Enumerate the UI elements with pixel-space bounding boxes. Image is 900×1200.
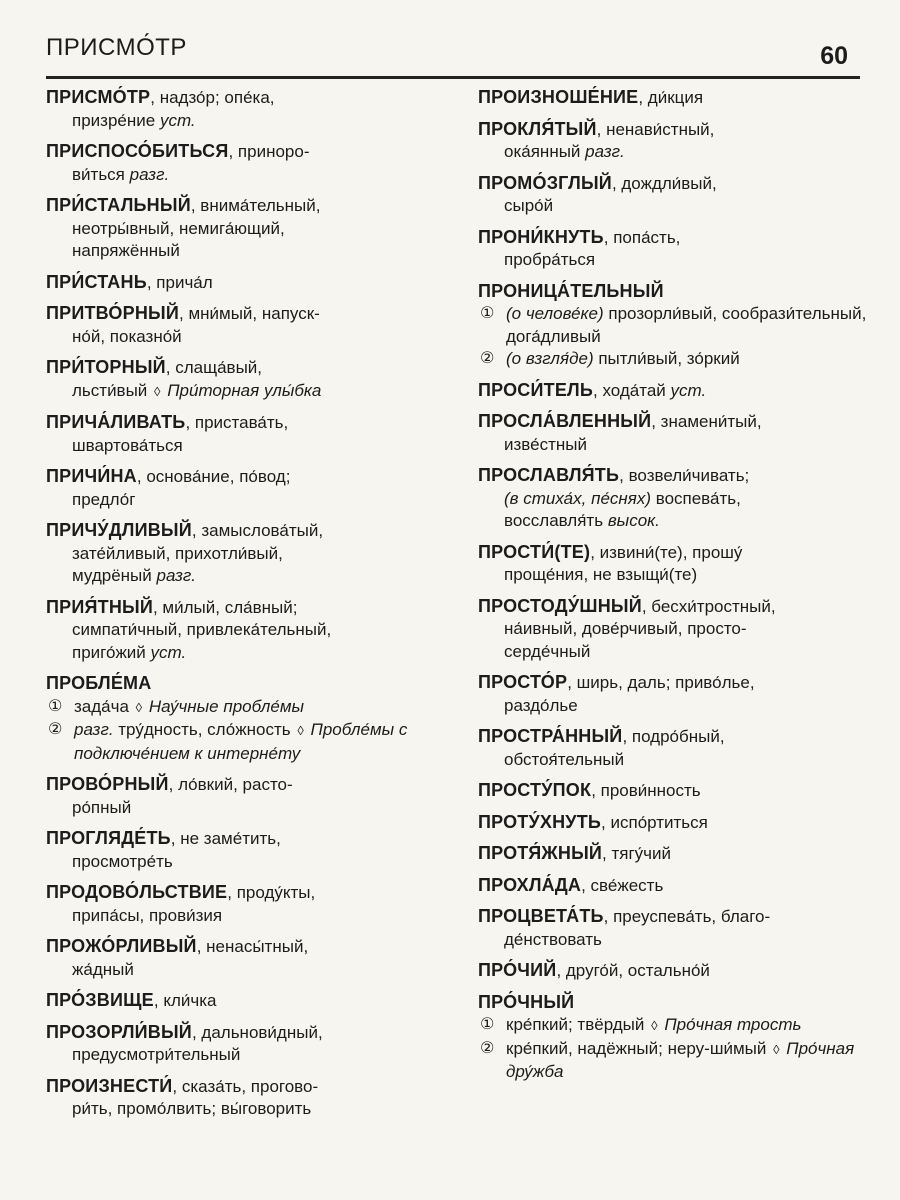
synonyms-cont2: приго́жий — [72, 642, 146, 662]
synonyms-cont: швартова́ться — [72, 435, 183, 455]
synonyms: , не заме́тить, — [170, 829, 281, 848]
headword: ПРИ́ТОРНЫЙ — [46, 357, 166, 377]
headword: ПРИСПОСО́БИТЬСЯ — [46, 141, 229, 161]
sense-1 — [478, 1014, 870, 1038]
headword: ПРОДОВО́ЛЬСТВИЕ — [46, 882, 228, 902]
synonyms-cont: пробра́ться — [504, 250, 596, 269]
synonyms-cont2: восславля́ть — [504, 511, 604, 530]
dictionary-entry — [478, 779, 870, 803]
dictionary-entry — [46, 881, 438, 927]
synonyms-cont: ока́янный — [504, 142, 581, 161]
usage-note: уст. — [159, 110, 196, 130]
dictionary-entry — [478, 86, 870, 110]
synonyms-cont: льсти́вый — [72, 380, 148, 400]
synonyms-cont: неотры́вный, немига́ющий, — [72, 218, 285, 238]
sense-number: ① — [480, 305, 495, 322]
headword: ПРОНИ́КНУТЬ — [478, 226, 604, 247]
headword: ПРИЯ́ТНЫЙ — [46, 596, 153, 617]
left-column — [46, 86, 438, 1129]
dictionary-entry — [46, 1021, 438, 1067]
sense-text: тру́дность, сло́жность — [113, 720, 291, 739]
dictionary-entry — [478, 811, 870, 835]
synonyms: , извини́(те), прошу́ — [590, 542, 743, 562]
usage-note: (о взгля́де) — [506, 349, 594, 368]
synonyms-cont: раздо́лье — [504, 695, 578, 715]
usage-note: разг. — [129, 164, 170, 184]
page-header — [46, 22, 860, 78]
headword: ПРИЧУ́ДЛИВЫЙ — [46, 520, 192, 540]
dictionary-entry — [478, 280, 870, 371]
dictionary-entry — [478, 991, 870, 1084]
synonyms: , замыслова́тый, — [191, 521, 324, 540]
synonyms-cont: жа́дный — [72, 959, 134, 979]
synonyms-cont: обстоя́тельный — [504, 749, 625, 769]
diamond-icon: ◊ — [135, 699, 143, 715]
dictionary-entry — [46, 519, 438, 588]
synonyms-cont: симпати́чный, привлека́тельный, — [72, 620, 332, 639]
synonyms: , внима́тельный, — [190, 196, 321, 215]
dictionary-entry — [478, 905, 870, 951]
headword: ПРОСТУ́ПОК — [478, 780, 592, 800]
synonyms-cont: предло́г — [72, 489, 136, 509]
sense-1 — [46, 696, 438, 720]
headword: ПРОИЗНЕСТИ́ — [46, 1075, 173, 1096]
usage-example: При́торная улы́бка — [167, 380, 322, 400]
headword: ПРОГЛЯДЕ́ТЬ — [46, 828, 171, 848]
synonyms: , слаща́вый, — [165, 358, 263, 377]
synonyms: , кли́чка — [153, 991, 217, 1010]
synonyms: , подро́бный, — [622, 727, 725, 746]
dictionary-entry — [478, 410, 870, 456]
synonyms: , ширь, даль; приво́лье, — [567, 673, 755, 692]
usage-example: Пробле́мы с подключе́нием к интерне́ту — [74, 720, 408, 763]
synonyms-cont: припа́сы, прови́зия — [72, 905, 223, 925]
dictionary-entry — [478, 842, 870, 866]
sense-text: прозорли́вый, сообрази́тельный, дога́дливый — [506, 304, 867, 346]
synonyms: , ми́лый, сла́вный; — [152, 597, 298, 617]
headword: ПРИЧИ́НА — [46, 466, 137, 486]
sense-2 — [478, 348, 870, 371]
synonyms: , друго́й, остально́й — [556, 961, 710, 980]
headword: ПРИ́СТАЛЬНЫЙ — [46, 195, 191, 215]
headword: ПРО́ЗВИЩЕ — [46, 990, 154, 1010]
synonyms-cont: ри́ть, промо́лвить; вы́говорить — [72, 1099, 312, 1118]
header-rule — [46, 76, 860, 79]
sense-text: кре́пкий; твёрдый — [506, 1015, 645, 1034]
synonyms-cont: предусмотри́тельный — [72, 1045, 241, 1064]
dictionary-entry — [46, 989, 438, 1013]
headword: ПРИСМО́ТР — [46, 87, 151, 107]
dictionary-entry — [46, 140, 438, 186]
synonyms-cont: воспева́ть, — [651, 488, 741, 508]
headword: ПРОСТОДУ́ШНЫЙ — [478, 595, 642, 616]
synonyms-cont: на́ивный, дове́рчивый, просто- — [504, 619, 747, 638]
dictionary-entry — [46, 356, 438, 403]
dictionary-entry — [478, 464, 870, 533]
headword: ПРОНИЦА́ТЕЛЬНЫЙ — [478, 280, 664, 301]
synonyms-cont: ви́ться — [72, 164, 125, 184]
dictionary-entry — [46, 773, 438, 819]
synonyms: , тягу́чий — [602, 844, 672, 863]
headword: ПРИ́СТАНЬ — [46, 271, 147, 292]
page-number: 60 — [820, 42, 848, 70]
headword: ПРОСИ́ТЕЛЬ — [478, 379, 594, 400]
headword: ПРОСТО́Р — [478, 672, 568, 692]
synonyms: , принорo- — [228, 142, 310, 161]
sense-number: ② — [48, 721, 63, 738]
usage-note: (о челове́ке) — [506, 304, 604, 323]
headword: ПРОЖО́РЛИВЫЙ — [46, 936, 197, 956]
headword: ПРОЦВЕТА́ТЬ — [478, 906, 604, 926]
dictionary-entry — [46, 302, 438, 348]
synonyms: , дальнови́дный, — [191, 1022, 323, 1042]
headword: ПРОСЛА́ВЛЕННЫЙ — [478, 411, 652, 431]
dictionary-entry — [46, 596, 438, 665]
synonyms-cont: сыро́й — [504, 196, 554, 215]
headword: ПРОЗОРЛИ́ВЫЙ — [46, 1021, 192, 1042]
sense-text: кре́пкий, надёжный; неру-ши́мый — [506, 1038, 767, 1058]
sense-text: пытли́вый, зо́ркий — [593, 349, 740, 368]
dictionary-entry — [478, 725, 870, 771]
dictionary-entry — [46, 194, 438, 263]
sense-1 — [478, 303, 870, 348]
synonyms: , све́жесть — [581, 875, 664, 895]
dictionary-entry — [46, 935, 438, 981]
synonyms-cont: призре́ние — [72, 110, 156, 130]
synonyms: , надзо́р; опе́ка, — [150, 88, 275, 107]
usage-note: разг. — [74, 720, 114, 739]
synonyms: , пристава́ть, — [185, 413, 289, 432]
synonyms-cont2: серде́чный — [504, 641, 591, 661]
headword: ПРОБЛЕ́МА — [46, 673, 152, 693]
synonyms-cont: проще́ния, не взыщи́(те) — [504, 565, 698, 584]
dictionary-entry — [46, 672, 438, 765]
headword: ПРО́ЧНЫЙ — [478, 991, 575, 1012]
synonyms-cont: де́нствовать — [504, 929, 602, 949]
dictionary-entry — [46, 827, 438, 873]
synonyms-cont: зате́йливый, прихотли́вый, — [72, 543, 283, 563]
dictionary-entry — [478, 959, 870, 983]
usage-example: Про́чная дру́жба — [506, 1038, 855, 1081]
synonyms: , попа́сть, — [603, 227, 681, 247]
synonyms-cont: но́й, показно́й — [72, 326, 182, 346]
synonyms: , возвели́чивать; — [619, 466, 750, 485]
synonyms-cont: изве́стный — [504, 434, 587, 454]
diamond-icon: ◊ — [773, 1041, 780, 1057]
synonyms: , ненасы́тный, — [196, 937, 309, 956]
synonyms: , преуспева́ть, благо- — [603, 907, 771, 926]
synonyms: , ди́кция — [638, 88, 704, 107]
headword: ПРОМО́ЗГЛЫЙ — [478, 172, 612, 193]
synonyms: , хода́тай — [593, 380, 666, 400]
synonyms: , прови́нность — [591, 781, 701, 800]
diamond-icon: ◊ — [297, 723, 304, 738]
dictionary-entry — [46, 465, 438, 511]
usage-note: высок. — [607, 511, 660, 530]
usage-note: (в стиха́х, пе́снях) — [504, 488, 651, 508]
dictionary-entry — [478, 671, 870, 717]
headword: ПРОТУ́ХНУТЬ — [478, 811, 602, 832]
usage-example: Нау́чные пробле́мы — [148, 696, 305, 716]
dictionary-entry — [478, 541, 870, 587]
synonyms: , сказа́ть, прогово- — [172, 1076, 319, 1096]
dictionary-entry — [478, 226, 870, 272]
synonyms: , ло́вкий, расто- — [168, 775, 293, 794]
dictionary-entry — [46, 271, 438, 295]
dictionary-entry — [478, 118, 870, 164]
sense-number: ② — [480, 350, 495, 367]
usage-note: разг. — [585, 142, 625, 161]
headword: ПРОСЛАВЛЯ́ТЬ — [478, 465, 620, 485]
sense-number: ② — [480, 1039, 495, 1057]
diamond-icon: ◊ — [154, 383, 161, 399]
synonyms-cont2: мудрёный — [72, 566, 152, 585]
right-column — [478, 86, 870, 1092]
dictionary-entry — [478, 172, 870, 218]
dictionary-entry — [46, 411, 438, 457]
dictionary-entry — [46, 86, 438, 132]
synonyms: , мни́мый, напуск- — [179, 304, 320, 323]
synonyms-cont: просмотре́ть — [72, 851, 173, 871]
headword: ПРИТВО́РНЫЙ — [46, 303, 179, 323]
synonyms: , проду́кты, — [227, 883, 316, 902]
sense-number: ① — [48, 697, 63, 715]
headword: ПРОСТРА́ННЫЙ — [478, 726, 623, 746]
synonyms: , испо́ртиться — [601, 812, 708, 832]
headword: ПРО́ЧИЙ — [478, 960, 557, 980]
headword: ПРОХЛА́ДА — [478, 874, 582, 895]
sense-number: ① — [480, 1016, 495, 1033]
dictionary-entry — [46, 1075, 438, 1121]
headword: ПРИЧА́ЛИВАТЬ — [46, 412, 186, 432]
diamond-icon: ◊ — [651, 1018, 658, 1033]
usage-note: разг. — [156, 566, 197, 585]
synonyms: , дождли́вый, — [611, 173, 717, 193]
synonyms: , бесхи́тростный, — [641, 596, 776, 616]
running-head: ПРИСМО́ТР — [46, 34, 187, 61]
usage-note: уст. — [670, 380, 707, 400]
sense-2 — [478, 1038, 870, 1084]
synonyms: , знамени́тый, — [651, 412, 762, 431]
headword: ПРОВО́РНЫЙ — [46, 774, 169, 794]
headword: ПРОТЯ́ЖНЫЙ — [478, 843, 603, 863]
synonyms-cont2: напряжённый — [72, 241, 180, 260]
synonyms-cont: ро́пный — [72, 797, 132, 817]
synonyms: , ненави́стный, — [596, 119, 715, 139]
headword: ПРОИЗНОШЕ́НИЕ — [478, 87, 639, 107]
sense-2 — [46, 719, 438, 765]
dictionary-entry — [478, 874, 870, 898]
usage-note: уст. — [150, 642, 187, 662]
sense-text: зада́ча — [74, 696, 129, 716]
dictionary-entry — [478, 379, 870, 403]
usage-example: Про́чная трость — [664, 1015, 802, 1034]
headword: ПРОКЛЯ́ТЫЙ — [478, 118, 597, 139]
synonyms: , прича́л — [146, 272, 213, 292]
synonyms: , основа́ние, по́вод; — [136, 467, 291, 486]
dictionary-entry — [478, 595, 870, 664]
headword: ПРОСТИ́(ТЕ) — [478, 541, 591, 562]
